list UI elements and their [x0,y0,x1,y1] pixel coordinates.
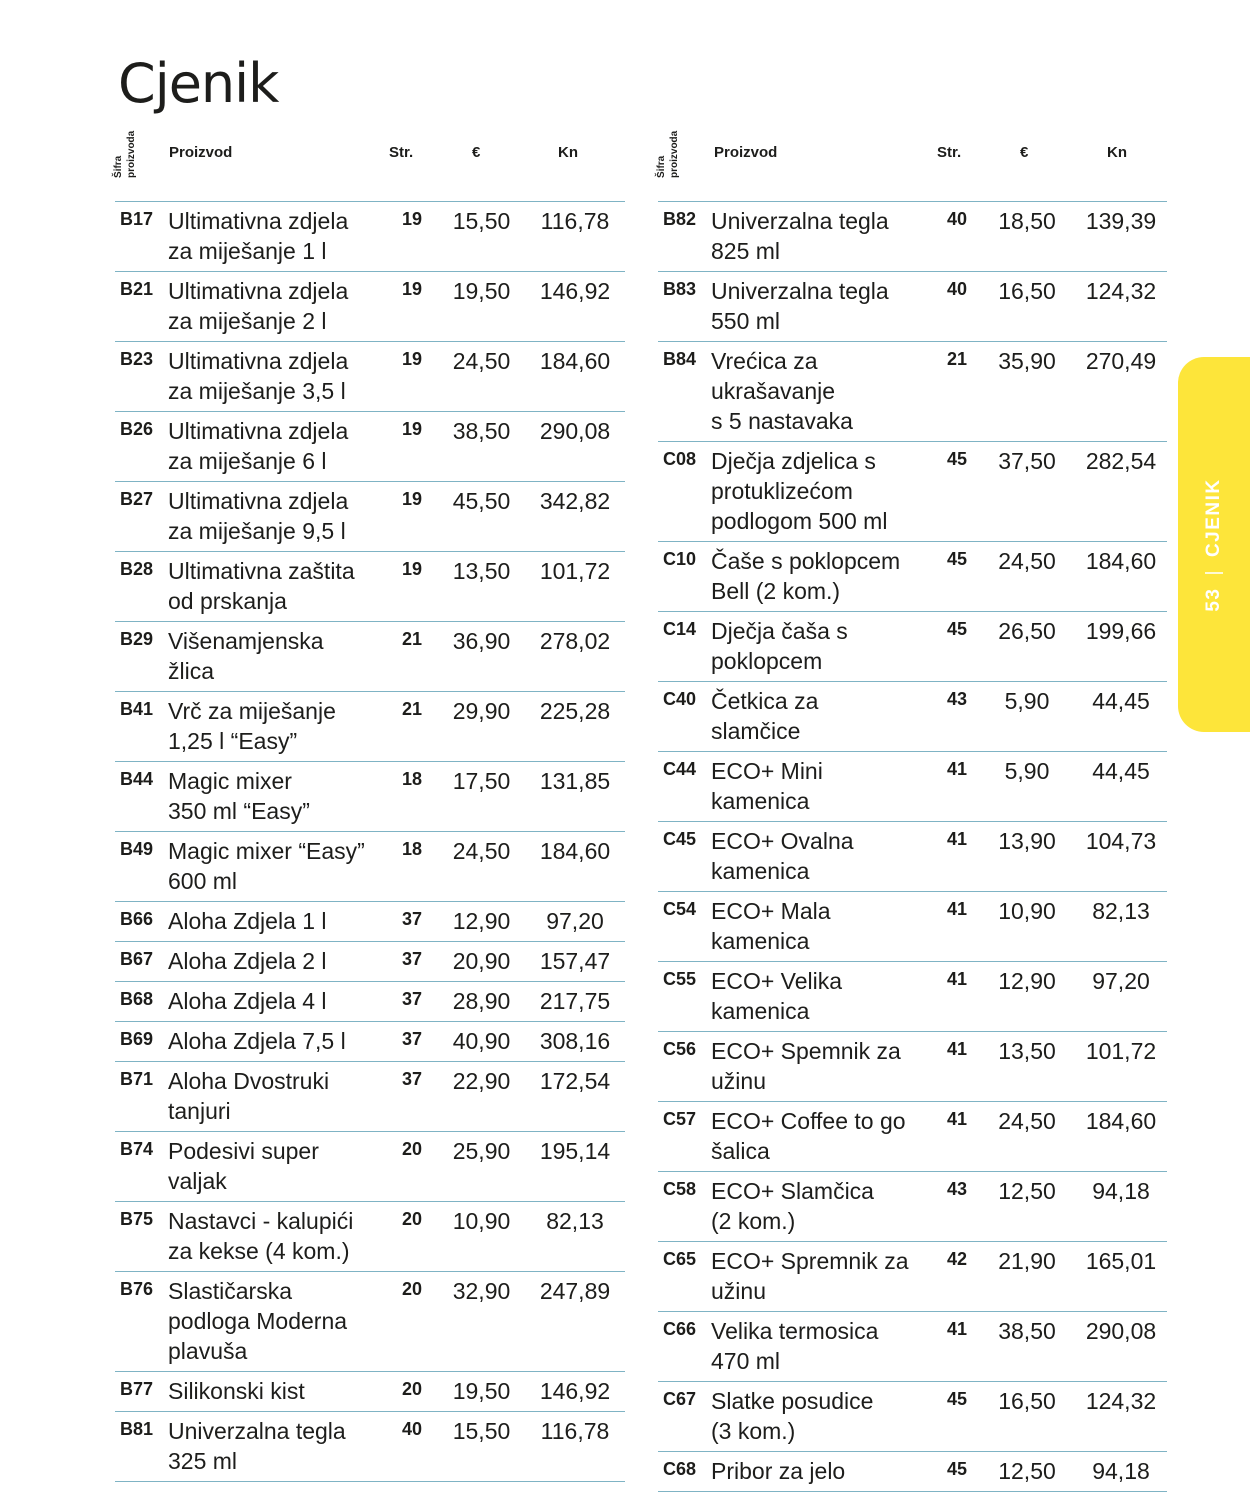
price-kn: 225,28 [539,698,611,724]
price-eur: 18,50 [998,208,1056,234]
product-name: Silikonski kist [168,1378,305,1404]
product-name: Ultimativna zaštita od prskanja [168,558,355,614]
code-header-line1: Šifra [656,155,667,178]
product-page: 19 [401,279,423,299]
price-eur: 37,50 [998,448,1056,474]
page-header: Str. [937,144,962,161]
product-page: 45 [946,1459,968,1479]
price-eur: 22,90 [452,1068,511,1094]
product-code: B68 [120,989,154,1009]
table-row [115,342,625,412]
product-code: C67 [663,1389,697,1409]
price-eur: 28,90 [452,988,511,1014]
product-page: 41 [946,759,968,779]
product-name: Magic mixer 350 ml “Easy” [168,768,310,824]
product-code: C65 [663,1249,697,1269]
code-header-line2: proizvoda [669,130,680,178]
product-name: Slatke posudice (3 kom.) [711,1388,874,1444]
product-code: C57 [663,1109,697,1129]
price-kn: 342,82 [539,488,611,514]
price-kn: 290,08 [539,418,611,444]
product-name: ECO+ Mala kamenica [711,898,831,954]
product-page: 41 [946,899,968,919]
section-tab [1178,357,1250,732]
product-name: Čaše s poklopcem Bell (2 kom.) [711,548,901,604]
price-eur: 15,50 [452,208,511,234]
product-name: Univerzalna tegla 825 ml [711,208,889,264]
product-code: B44 [120,769,154,789]
product-code: B23 [120,349,154,369]
price-eur: 12,90 [998,968,1056,994]
product-name: Aloha Zdjela 4 l [168,988,327,1014]
table-row [115,1272,625,1372]
table-row [658,1102,1167,1172]
product-page: 42 [946,1249,968,1269]
product-code: C14 [663,619,697,639]
product-code: C66 [663,1319,697,1339]
product-name: ECO+ Slamčica (2 kom.) [711,1178,874,1234]
product-code: B26 [120,419,154,439]
product-code: B77 [120,1379,154,1399]
product-page: 18 [401,839,423,859]
price-eur: 16,50 [998,1388,1056,1414]
table-row [658,1382,1167,1452]
price-kn: 104,73 [1085,828,1157,854]
product-code: C56 [663,1039,697,1059]
product-page: 43 [946,689,968,709]
table-row [658,1032,1167,1102]
price-kn: 172,54 [539,1068,611,1094]
table-row [115,982,625,1022]
product-code: C44 [663,759,697,779]
price-kn: 94,18 [1092,1178,1150,1204]
price-eur: 13,50 [998,1038,1056,1064]
table-row [115,692,625,762]
price-kn: 217,75 [539,988,611,1014]
price-kn: 282,54 [1085,448,1157,474]
product-page: 45 [946,549,968,569]
product-code: B74 [120,1139,154,1159]
price-eur: 12,50 [998,1178,1056,1204]
product-code: C45 [663,829,697,849]
kn-header: Kn [558,144,578,161]
kn-header: Kn [1107,144,1127,161]
table-header [115,118,625,202]
product-name: Podesivi super valjak [168,1138,319,1194]
price-kn: 131,85 [539,768,611,794]
product-page: 19 [401,489,423,509]
product-name: Slastičarska podloga Moderna plavuša [168,1278,348,1364]
table-row [658,342,1167,442]
price-kn: 116,78 [540,1418,610,1444]
table-row [115,1202,625,1272]
table-row [658,1452,1167,1492]
table-body [115,202,625,1482]
product-page: 41 [946,829,968,849]
product-code: B82 [663,209,697,229]
table-row [115,1132,625,1202]
product-name: ECO+ Spemnik za užinu [711,1038,901,1094]
price-kn: 116,78 [540,208,610,234]
table-row [658,202,1167,272]
product-name: Aloha Zdjela 2 l [168,948,327,974]
product-name: Vrč za miješanje 1,25 l “Easy” [168,698,336,754]
product-name: ECO+ Ovalna kamenica [711,828,854,884]
price-eur: 10,90 [452,1208,511,1234]
product-name: Vrećica za ukrašavanje s 5 nastavaka [711,348,853,434]
product-name: Pribor za jelo [711,1458,846,1484]
product-name: Dječja zdjelica s protuklizećom podlogom 500 ml [711,448,888,534]
price-eur: 10,90 [998,898,1056,924]
table-row [115,762,625,832]
price-eur: 13,50 [452,558,511,584]
product-page: 40 [946,209,968,229]
price-kn: 247,89 [539,1278,611,1304]
table-row [658,612,1167,682]
product-page: 43 [946,1179,968,1199]
price-eur: 35,90 [998,348,1056,374]
price-kn: 184,60 [1085,548,1157,574]
price-eur: 40,90 [452,1028,511,1054]
product-page: 37 [401,1069,423,1089]
product-page: 40 [946,279,968,299]
price-eur: 45,50 [452,488,511,514]
table-row [658,892,1167,962]
price-kn: 44,45 [1092,688,1150,714]
price-kn: 94,18 [1092,1458,1150,1484]
price-kn: 195,14 [539,1138,611,1164]
page-number: 53 [1203,586,1224,612]
price-kn: 308,16 [539,1028,611,1054]
table-row [658,272,1167,342]
product-code: B28 [120,559,154,579]
price-eur: 5,90 [1004,758,1050,784]
product-page: 41 [946,1039,968,1059]
price-eur: 12,90 [452,908,511,934]
price-kn: 97,20 [1092,968,1150,994]
product-code: B29 [120,629,154,649]
product-name: Univerzalna tegla 325 ml [168,1418,346,1474]
table-row [115,482,625,552]
table-row [658,542,1167,612]
table-row [115,902,625,942]
table-row [115,942,625,982]
product-page: 18 [401,769,423,789]
price-eur: 13,90 [998,828,1056,854]
price-kn: 82,13 [1092,898,1150,924]
product-code: B17 [120,209,154,229]
product-name: Ultimativna zdjela za miješanje 3,5 l [168,348,349,404]
product-header: Proizvod [169,144,233,161]
price-eur: 24,50 [452,348,511,374]
product-page: 37 [401,949,423,969]
table-body [658,202,1167,1492]
price-kn: 146,92 [539,278,611,304]
product-name: Ultimativna zdjela za miješanje 9,5 l [168,488,349,544]
table-row [115,622,625,692]
product-code: B21 [120,279,154,299]
table-row [658,682,1167,752]
price-kn: 101,72 [1085,1038,1157,1064]
table-row [658,1242,1167,1312]
table-row [115,1022,625,1062]
product-name: ECO+ Mini kamenica [711,758,823,814]
price-eur: 29,90 [452,698,511,724]
product-name: Višenamjenska žlica [168,628,324,684]
price-kn: 199,66 [1085,618,1157,644]
product-code: C08 [663,449,697,469]
product-name: Ultimativna zdjela za miješanje 6 l [168,418,349,474]
code-header [654,122,688,180]
price-eur: 38,50 [452,418,511,444]
product-code: B84 [663,349,697,369]
table-row [115,1412,625,1482]
product-page: 20 [401,1279,423,1299]
price-eur: 38,50 [998,1318,1056,1344]
product-page: 19 [401,559,423,579]
product-header: Proizvod [714,144,778,161]
page-title: Cjenik [118,52,279,115]
product-page: 41 [946,1109,968,1129]
price-kn: 82,13 [546,1208,604,1234]
price-eur: 21,90 [998,1248,1056,1274]
table-row [658,822,1167,892]
product-name: Aloha Zdjela 7,5 l [168,1028,346,1054]
price-eur: 36,90 [452,628,511,654]
product-page: 20 [401,1379,423,1399]
table-row [115,552,625,622]
price-eur: 24,50 [998,548,1056,574]
table-header [658,118,1167,202]
price-kn: 290,08 [1085,1318,1157,1344]
page-header: Str. [389,144,414,161]
product-code: C58 [663,1179,697,1199]
section-label: CJENIK [1203,477,1224,557]
product-name: Univerzalna tegla 550 ml [711,278,889,334]
table-row [658,752,1167,822]
price-kn: 124,32 [1085,278,1157,304]
product-name: ECO+ Spremnik za užinu [711,1248,909,1304]
code-header-line1: Šifra [113,155,124,178]
eur-header: € [472,144,481,161]
product-page: 21 [946,349,968,369]
product-name: ECO+ Coffee to go šalica [711,1108,906,1164]
product-code: C40 [663,689,697,709]
price-kn: 165,01 [1085,1248,1157,1274]
product-page: 21 [401,699,423,719]
product-name: Dječja čaša s poklopcem [711,618,848,674]
product-code: B69 [120,1029,154,1049]
table-row [115,272,625,342]
price-eur: 26,50 [998,618,1056,644]
price-kn: 101,72 [539,558,611,584]
price-kn: 184,60 [1085,1108,1157,1134]
table-row [658,442,1167,542]
price-kn: 146,92 [539,1378,611,1404]
price-eur: 15,50 [452,1418,511,1444]
price-kn: 139,39 [1085,208,1157,234]
product-page: 45 [946,1389,968,1409]
product-name: Ultimativna zdjela za miješanje 1 l [168,208,349,264]
product-page: 45 [946,449,968,469]
product-page: 40 [401,1419,423,1439]
table-row [115,832,625,902]
price-eur: 17,50 [452,768,511,794]
product-page: 19 [401,209,423,229]
product-code: B67 [120,949,154,969]
product-name: Aloha Zdjela 1 l [168,908,327,934]
product-page: 37 [401,1029,423,1049]
product-name: ECO+ Velika kamenica [711,968,843,1024]
table-row [115,202,625,272]
table-row [115,1372,625,1412]
product-code: B83 [663,279,697,299]
product-page: 19 [401,349,423,369]
product-code: B41 [120,699,154,719]
price-kn: 184,60 [539,348,611,374]
product-page: 37 [401,909,423,929]
product-code: B27 [120,489,154,509]
eur-header: € [1020,144,1029,161]
price-kn: 44,45 [1092,758,1150,784]
table-row [658,1172,1167,1242]
price-kn: 124,32 [1085,1388,1157,1414]
product-name: Četkica za slamčice [711,688,819,744]
price-kn: 278,02 [539,628,611,654]
price-kn: 157,47 [539,948,611,974]
product-code: B75 [120,1209,154,1229]
product-code: B76 [120,1279,154,1299]
tab-separator: | [1203,568,1224,575]
product-code: B81 [120,1419,154,1439]
price-eur: 24,50 [452,838,511,864]
product-code: B49 [120,839,154,859]
product-code: B66 [120,909,154,929]
price-kn: 270,49 [1085,348,1157,374]
price-table-right [658,118,1167,1492]
table-row [115,412,625,482]
price-kn: 97,20 [546,908,604,934]
product-page: 20 [401,1209,423,1229]
price-eur: 5,90 [1004,688,1050,714]
price-kn: 184,60 [539,838,611,864]
code-header [111,122,145,180]
product-code: C55 [663,969,697,989]
price-table-left [115,118,625,1482]
price-eur: 19,50 [452,1378,511,1404]
product-page: 37 [401,989,423,1009]
table-row [658,1312,1167,1382]
product-code: C10 [663,549,697,569]
product-code: C68 [663,1459,697,1479]
price-eur: 20,90 [452,948,511,974]
price-eur: 24,50 [998,1108,1056,1134]
product-page: 19 [401,419,423,439]
price-eur: 12,50 [998,1458,1056,1484]
product-page: 21 [401,629,423,649]
price-eur: 32,90 [452,1278,511,1304]
product-code: C54 [663,899,697,919]
price-eur: 16,50 [998,278,1056,304]
product-page: 41 [946,969,968,989]
table-row [115,1062,625,1132]
product-name: Nastavci - kalupići za kekse (4 kom.) [168,1208,354,1264]
product-name: Ultimativna zdjela za miješanje 2 l [168,278,349,334]
product-name: Magic mixer “Easy” 600 ml [168,838,365,894]
product-name: Aloha Dvostruki tanjuri [168,1068,330,1124]
section-tab-text [1203,478,1225,611]
product-name: Velika termosica 470 ml [711,1318,879,1374]
price-eur: 25,90 [452,1138,511,1164]
price-eur: 19,50 [452,278,511,304]
product-code: B71 [120,1069,154,1089]
table-row [658,962,1167,1032]
code-header-line2: proizvoda [126,130,137,178]
product-page: 41 [946,1319,968,1339]
product-page: 45 [946,619,968,639]
product-page: 20 [401,1139,423,1159]
